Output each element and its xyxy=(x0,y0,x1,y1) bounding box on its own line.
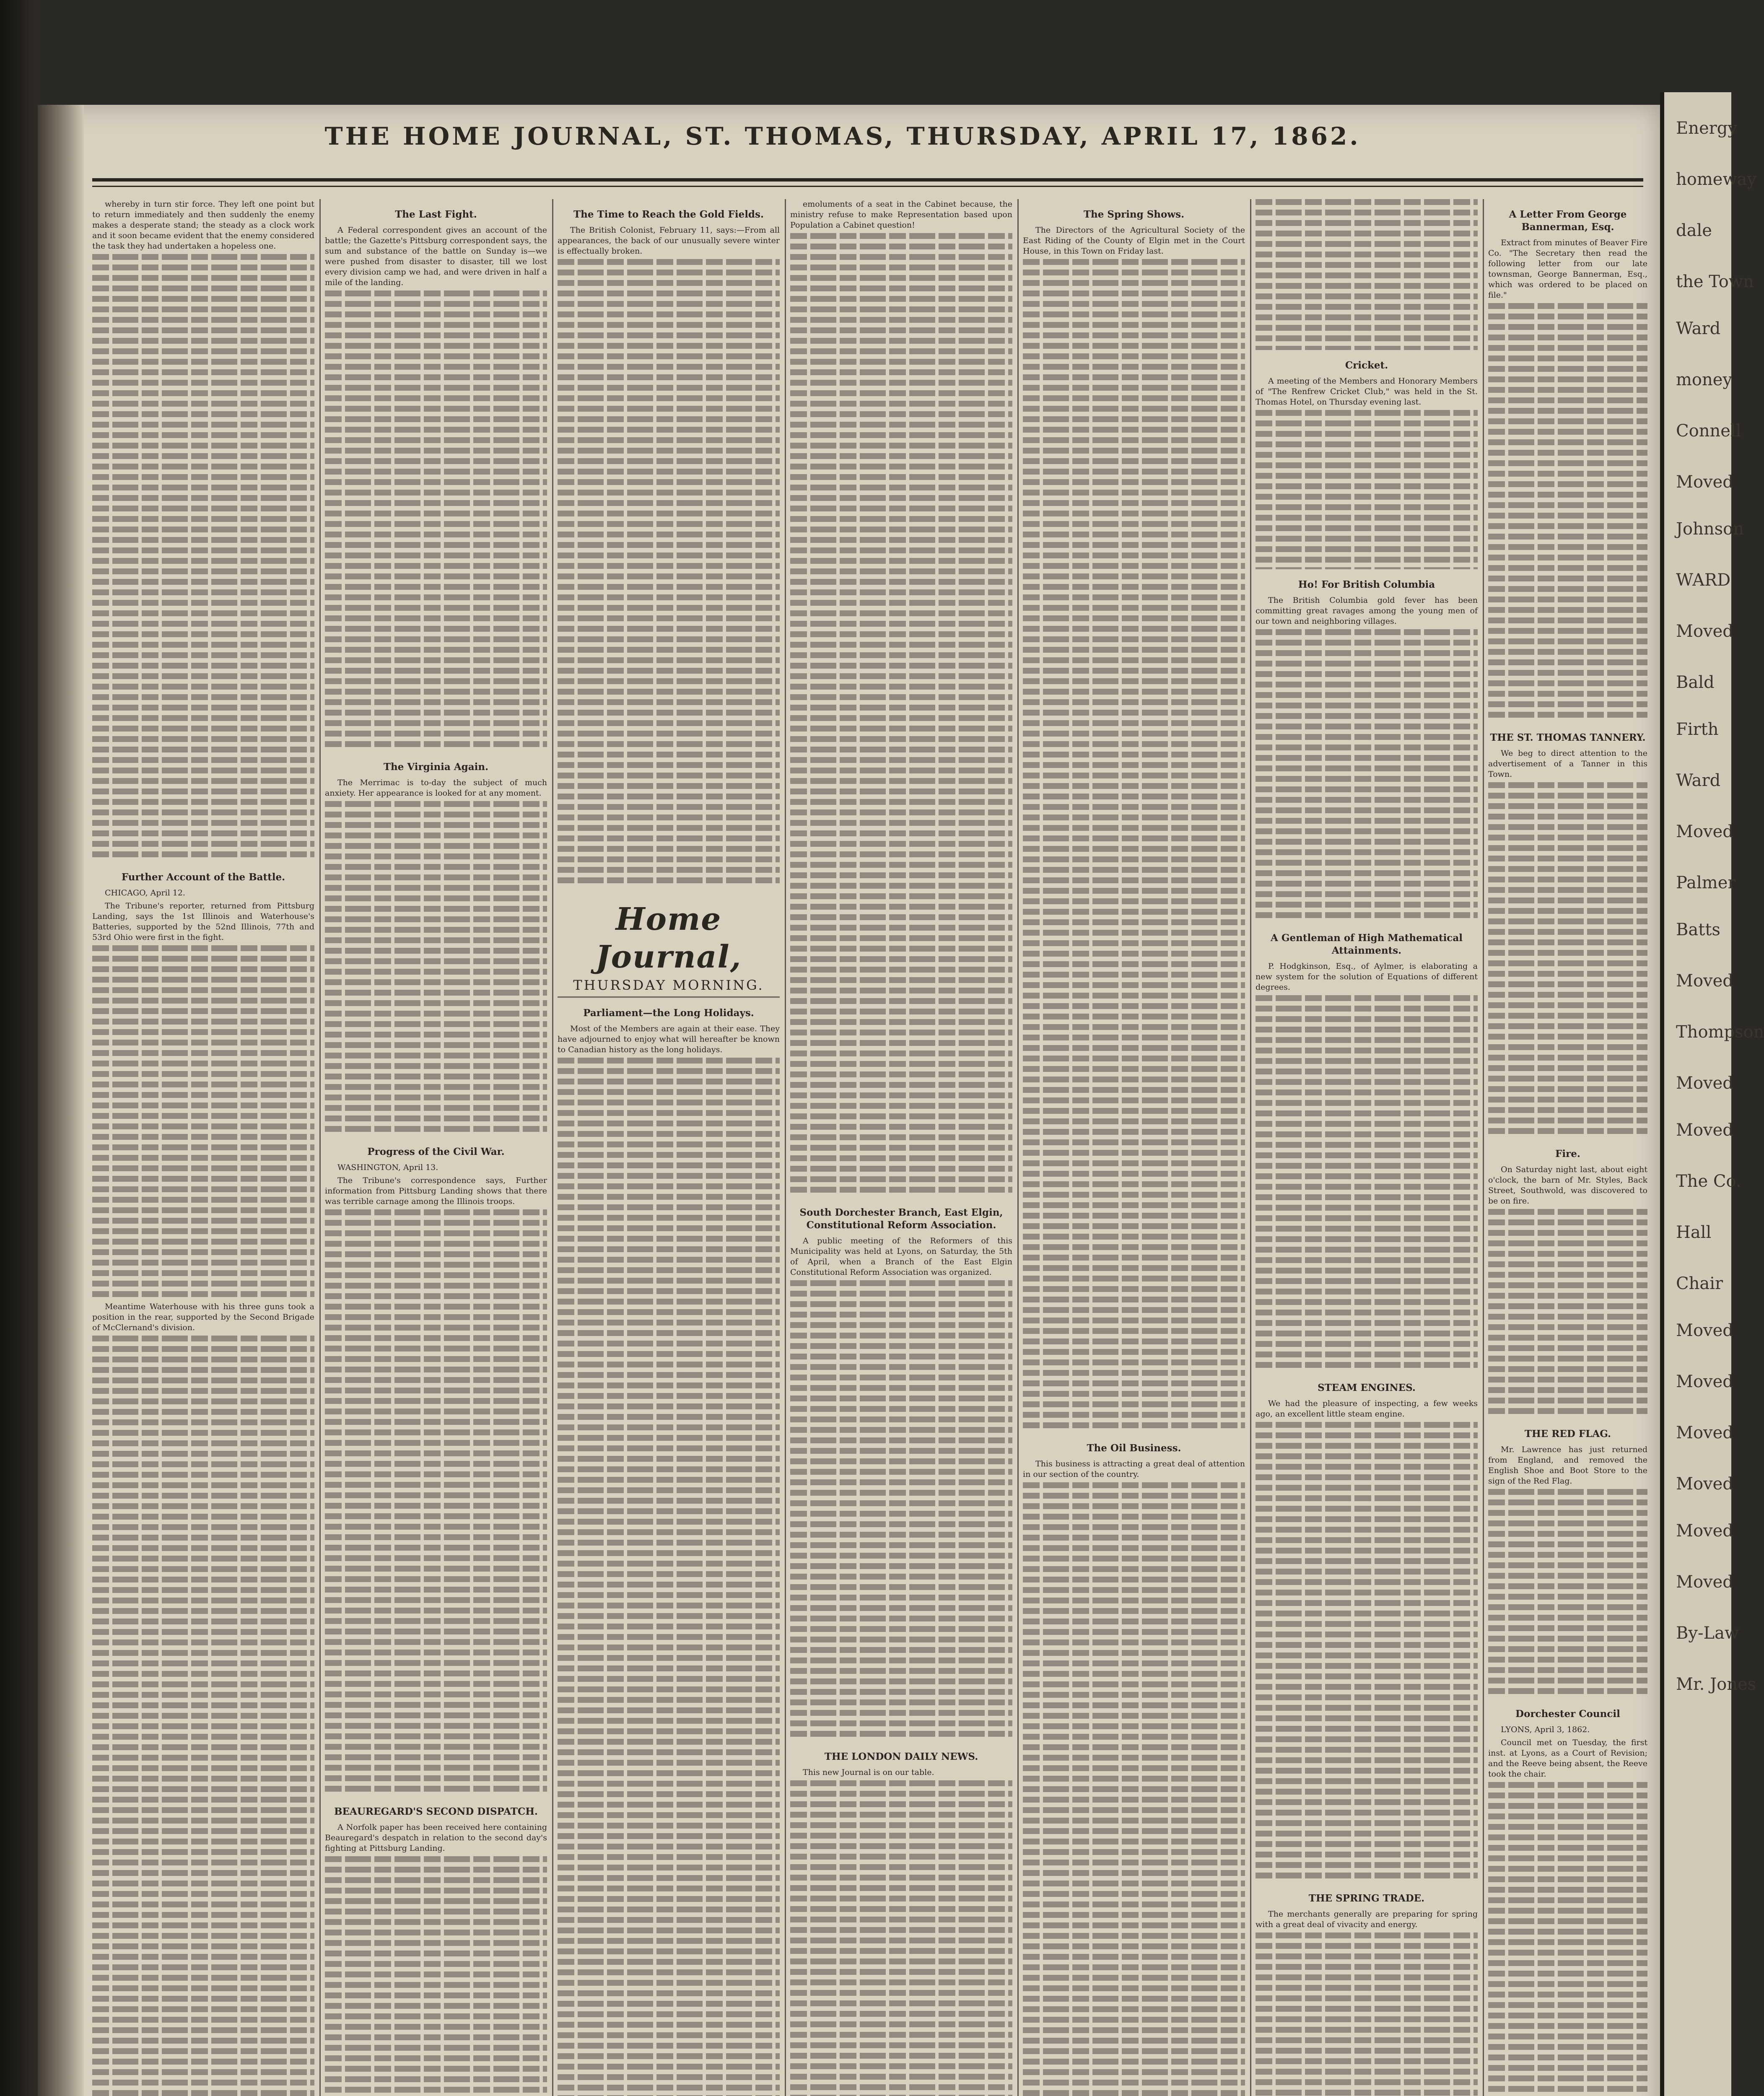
article-body-text xyxy=(1488,1489,1647,1699)
article-text: On Saturday night last, about eight o'clock, the barn of Mr. Styles, Back Street, Southwold, was discovered to be on fire. xyxy=(1488,1165,1647,1206)
article-text: A Norfolk paper has been received here containing Beauregard's despatch in relation to the second day's fighting at Pittsburg Landing. xyxy=(325,1823,547,1853)
adjacent-page-line: Moved xyxy=(1676,1074,1733,1093)
article-body-text xyxy=(1256,1422,1478,1883)
article-text: The Directors of the Agricultural Society of the East Riding of the County of Elgin met in the Court House, in this Town on Friday last. xyxy=(1023,226,1245,256)
article-headline: The Oil Business. xyxy=(1087,1442,1181,1454)
article-headline: Progress of the Civil War. xyxy=(367,1146,505,1157)
newspaper-nameplate: Home Journal, xyxy=(595,901,742,975)
article-body-text xyxy=(1488,782,1647,1139)
article-body-text xyxy=(1023,1482,1245,2096)
article-body-text xyxy=(325,1856,547,2096)
article-headline: THE SPRING TRADE. xyxy=(1308,1893,1425,1904)
adjacent-page-line: Bald xyxy=(1676,673,1715,692)
article-text: The British Colonist, February 11, says:—From all appearances, the back of our unusually severe winter is effectually broken. xyxy=(558,226,780,256)
column-divider xyxy=(319,199,321,2096)
article-text: A meeting of the Members and Honorary Members of "The Renfrew Cricket Club," was held in the St. Thomas Hotel, on Thursday evening last. xyxy=(1256,376,1478,407)
adjacent-page-line: Moved xyxy=(1676,1474,1733,1494)
column-4 xyxy=(790,199,1012,2096)
nameplate-day: THURSDAY MORNING. xyxy=(558,980,780,998)
column-1 xyxy=(92,199,314,2096)
article-body-text xyxy=(558,1058,780,2096)
article-headline: THE ST. THOMAS TANNERY. xyxy=(1490,732,1646,743)
article-headline: THE RED FLAG. xyxy=(1524,1428,1611,1440)
adjacent-page-line: Connell xyxy=(1676,421,1741,441)
adjacent-page-line: Moved xyxy=(1676,1121,1733,1140)
article-headline: South Dorchester Branch, East Elgin, Constitutional Reform Association. xyxy=(799,1207,1003,1231)
column-7 xyxy=(1488,199,1647,2096)
article-text: whereby in turn stir force. They left one point but to return immediately and then suddenly the enemy makes a desperate stand; the steady as a clock work and it soon became evident that the enemy considered the task they had undertaken a hopeless one. xyxy=(92,200,314,251)
newspaper-page xyxy=(38,105,1660,2096)
masthead-rule xyxy=(92,178,1643,182)
adjacent-page-line: Ward xyxy=(1676,319,1721,338)
adjacent-page-line: Moved xyxy=(1676,1321,1733,1340)
adjacent-page-line: money xyxy=(1676,370,1733,389)
adjacent-page-line: Mr. Jones xyxy=(1676,1675,1756,1694)
article-body-text xyxy=(1256,995,1478,1372)
article-headline: A Gentleman of High Mathematical Attainments. xyxy=(1271,932,1463,956)
masthead-rule-thin xyxy=(92,186,1643,187)
adjacent-page-line: By-Law xyxy=(1676,1624,1739,1643)
article-text: We had the pleasure of inspecting, a few weeks ago, an excellent little steam engine. xyxy=(1256,1399,1478,1419)
page-binding-shadow xyxy=(38,105,84,2096)
adjacent-page-line: Johnson xyxy=(1676,519,1744,539)
adjacent-page-line: Chair xyxy=(1676,1274,1723,1293)
column-divider xyxy=(1250,199,1251,2096)
article-text: The Tribune's reporter, returned from Pittsburg Landing, says the 1st Illinois and Waterhouse's Batteries, supported by the 52nd Illinois, 77th and 53rd Ohio were first in the fight. xyxy=(92,901,314,942)
article-text: The British Columbia gold fever has been committing great ravages among the young men of our town and neighboring villages. xyxy=(1256,596,1478,626)
article-text: Meantime Waterhouse with his three guns took a position in the rear, supported by the Second Brigade of McClernand's division. xyxy=(92,1302,314,1332)
article-text: Extract from minutes of Beaver Fire Co. "The Secretary then read the following letter from our late townsman, George Bannerman, Esq., which was ordered to be placed on file." xyxy=(1488,238,1647,300)
article-dateline: LYONS, April 3, 1862. xyxy=(1501,1725,1590,1734)
article-body-text xyxy=(92,254,314,862)
adjacent-page-line: Energy xyxy=(1676,119,1737,138)
article-headline: The Time to Reach the Gold Fields. xyxy=(573,209,764,220)
article-body-text xyxy=(92,945,314,1302)
article-body-text xyxy=(1256,410,1478,569)
adjacent-page-line: WARD xyxy=(1676,571,1731,590)
article-dateline: WASHINGTON, April 13. xyxy=(337,1163,438,1172)
article-body-text xyxy=(1488,1782,1647,2096)
article-headline: A Letter From George Bannerman, Esq. xyxy=(1509,209,1627,233)
adjacent-page-line: Moved xyxy=(1676,1572,1733,1592)
article-text: emoluments of a seat in the Cabinet because, the ministry refuse to make Representation based upon Population a Cabinet question! xyxy=(790,200,1012,230)
article-body-text xyxy=(1023,259,1245,1433)
adjacent-page-line: Thompson xyxy=(1676,1022,1764,1042)
article-text: Most of the Members are again at their ease. They have adjourned to enjoy what will hereafter be known to Canadian history as the long holidays. xyxy=(558,1024,780,1054)
article-body-text xyxy=(1488,1209,1647,1419)
adjacent-page-line: Moved xyxy=(1676,472,1733,492)
adjacent-page-line: Hall xyxy=(1676,1223,1712,1242)
article-body-text xyxy=(790,1780,1012,2096)
adjacent-page-line: homeway xyxy=(1676,170,1757,189)
article-body-text xyxy=(1256,1933,1478,2096)
adjacent-page-line: Ward xyxy=(1676,771,1721,790)
article-headline: Dorchester Council xyxy=(1515,1708,1620,1720)
article-text: Council met on Tuesday, the first inst. at Lyons, as a Court of Revision; and the Reeve being absent, the Reeve took the chair. xyxy=(1488,1738,1647,1779)
article-dateline: CHICAGO, April 12. xyxy=(105,888,185,898)
adjacent-page-line: Moved xyxy=(1676,1372,1733,1391)
article-text: A public meeting of the Reformers of this Municipality was held at Lyons, on Saturday, the 5th of April, when a Branch of the East Elgin Constitutional Reform Association was organized. xyxy=(790,1236,1012,1277)
article-body-text xyxy=(1488,303,1647,722)
column-divider xyxy=(1017,199,1019,2096)
article-headline: Ho! For British Columbia xyxy=(1298,579,1435,590)
article-headline: BEAUREGARD'S SECOND DISPATCH. xyxy=(334,1806,538,1817)
article-text: A Federal correspondent gives an account of the battle; the Gazette's Pittsburg correspondent says, the sum and substance of the battle on Sunday is—we were pushed from disaster to disaster, till we lost every division camp we had, and were driven in half a mile of the landing. xyxy=(325,226,547,287)
article-body-text xyxy=(790,1280,1012,1741)
column-5 xyxy=(1023,199,1245,2096)
article-text: The merchants generally are preparing for spring with a great deal of vivacity and energy. xyxy=(1256,1909,1478,1929)
adjacent-page-line: the Town xyxy=(1676,272,1754,291)
article-body-text xyxy=(1256,629,1478,923)
scan-edge xyxy=(0,0,38,2096)
adjacent-page-edge xyxy=(1660,92,1764,2096)
adjacent-page-line: Moved xyxy=(1676,971,1733,991)
article-body-text xyxy=(325,1209,547,1796)
article-body-text xyxy=(325,291,547,752)
article-headline: Parliament—the Long Holidays. xyxy=(583,1007,754,1019)
article-headline: The Spring Shows. xyxy=(1083,209,1185,220)
article-body-text xyxy=(558,259,780,888)
article-headline: The Last Fight. xyxy=(395,209,477,220)
article-body-text xyxy=(92,1336,314,2096)
article-headline: The Virginia Again. xyxy=(383,761,489,773)
adjacent-page-line: Moved xyxy=(1676,822,1733,841)
article-headline: Further Account of the Battle. xyxy=(121,872,285,883)
article-text: The Merrimac is to-day the subject of much anxiety. Her appearance is looked for at any moment. xyxy=(325,778,547,798)
adjacent-page-line: Palmer xyxy=(1676,873,1736,892)
column-divider xyxy=(1483,199,1484,2096)
article-body-text xyxy=(325,801,547,1136)
article-text: The Tribune's correspondence says, Further information from Pittsburg Landing shows that there was terrible carnage among the Illinois troops. xyxy=(325,1176,547,1206)
adjacent-page-line: Firth xyxy=(1676,720,1719,739)
adjacent-page-line: Moved xyxy=(1676,1423,1733,1442)
adjacent-page-line: Moved xyxy=(1676,622,1733,641)
adjacent-page-line: Moved xyxy=(1676,1521,1733,1541)
adjacent-page-lines xyxy=(1664,117,1764,1695)
column-6 xyxy=(1256,199,1478,2096)
column-2 xyxy=(325,199,547,2096)
article-text: This business is attracting a great deal of attention in our section of the country. xyxy=(1023,1459,1245,1479)
article-headline: Cricket. xyxy=(1345,360,1388,371)
masthead-title: THE HOME JOURNAL, ST. THOMAS, THURSDAY, APRIL 17, 1862. xyxy=(324,122,1361,150)
article-text: We beg to direct attention to the advertisement of a Tanner in this Town. xyxy=(1488,749,1647,779)
adjacent-page-line: Batts xyxy=(1676,920,1720,939)
article-body-text xyxy=(1256,199,1478,350)
article-headline: STEAM ENGINES. xyxy=(1318,1382,1416,1393)
column-3 xyxy=(558,199,780,2096)
adjacent-page-line: dale xyxy=(1676,221,1712,240)
article-text: This new Journal is on our table. xyxy=(803,1768,934,1777)
article-body-text xyxy=(790,233,1012,1197)
article-headline: THE LONDON DAILY NEWS. xyxy=(824,1751,978,1762)
article-headline: Fire. xyxy=(1555,1148,1580,1160)
column-divider xyxy=(552,199,553,2096)
column-divider xyxy=(785,199,786,2096)
article-text: P. Hodgkinson, Esq., of Aylmer, is elaborating a new system for the solution of Equations of different degrees. xyxy=(1256,962,1478,992)
article-text: Mr. Lawrence has just returned from England, and removed the English Shoe and Boot Store to the sign of the Red Flag. xyxy=(1488,1445,1647,1486)
adjacent-page-line: The Co. xyxy=(1676,1172,1741,1191)
